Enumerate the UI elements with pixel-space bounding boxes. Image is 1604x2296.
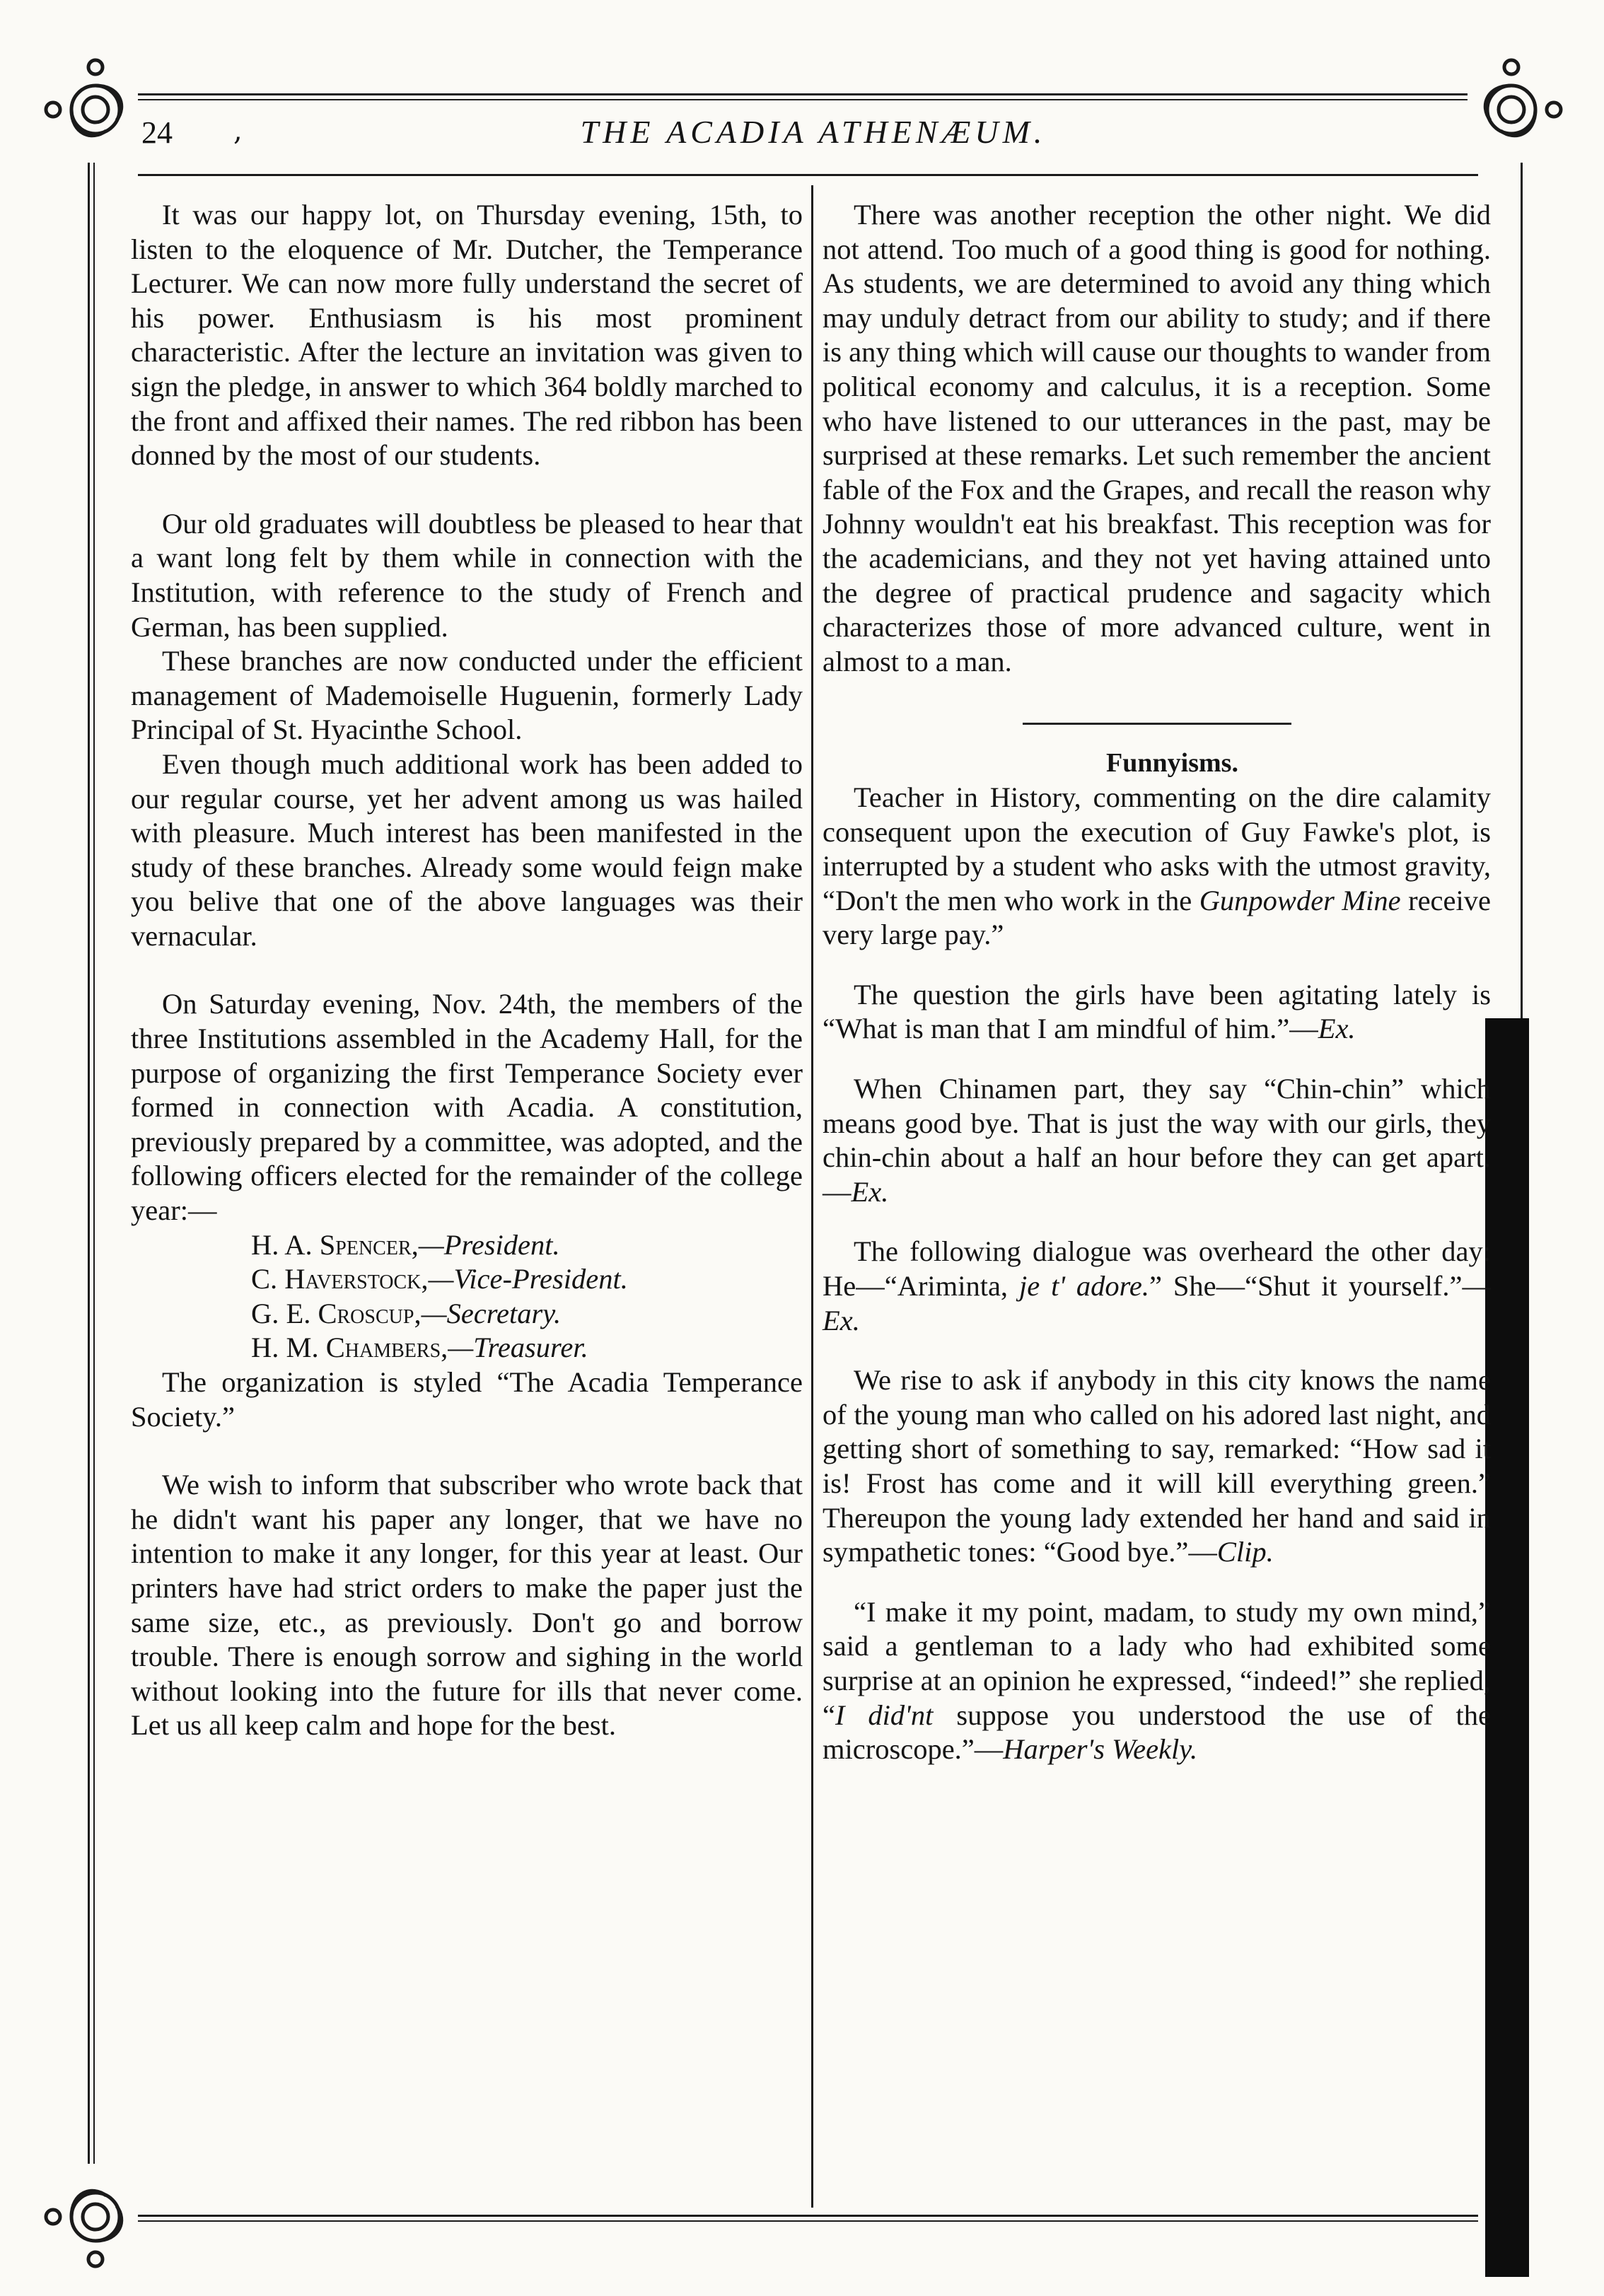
joke-text: We rise to ask if anybody in this city knows the name of the young man who called on his adored last night, and getting short of something to say, remarked: “How sad it is! Frost has come and it will kill everything green.” Thereupon the young lady extended her hand and said in sympathetic tones: “Good bye.”— [823,1364,1491,1568]
officer-role: —President. [418,1228,560,1261]
joke-mindful [823,978,1491,1047]
section-divider [1023,723,1291,725]
top-left-ornament-icon [42,57,149,163]
officer-president [251,1228,803,1263]
right-column [823,198,1491,1767]
paragraph-reception: There was another reception the other night. We did not attend. Too much of a good thing is good for nothing. As students, we are determined to avoid any thing which may unduly detract from our ability to study; and if there is any thing which will cause our thoughts to wander from political economy and calculus, it is a reception. Some who have listened to our utterances in the past, may be surprised at these remarks. Let such remember the ancient fable of the Fox and the Grapes, and recall the reason why Johnny wouldn't eat his breakfast. This reception was for the academicians, and they not yet having attained unto the degree of practical prudence and sagacity which characterizes those of more advanced culture, went in almost to a man. [823,199,1491,677]
officer-role: —Vice-President. [428,1263,628,1295]
joke-text: “I make it my point, madam, to study my own mind,” said a gentleman to a lady who had exhibited some surprise at an opinion he expressed, “indeed!” she replied, “ [823,1595,1491,1731]
header-rule [138,174,1478,176]
officer-name: H. A. Spencer, [251,1228,419,1261]
section-heading: Funnyisms. [1106,748,1238,779]
joke-chin-chin [823,1072,1491,1209]
officer-name: G. E. Croscup, [251,1297,422,1329]
joke-source: Ex. [851,1175,889,1208]
officer-role: —Secretary. [421,1297,562,1329]
paragraph-subscriber: We wish to inform that subscriber who wrote back that he didn't want his paper any longer, that we have no intention to make it any longer, for this year at least. Our printers have had strict orders to make the paper just the same size, etc., as previously. Don't go and borrow trouble. There is enough sorrow and sighing in the world without looking into the future for ills that never come. Let us all keep calm and hope for the best. [131,1469,803,1742]
joke-dialogue [823,1235,1491,1338]
joke-text-mid: ” She—“Shut it yourself.”— [1149,1270,1492,1303]
paragraph-mademoiselle: These branches are now conducted under the efficient management of Mademoiselle Huguenin, formerly Lady Principal of St. Hyacinthe School. [131,645,803,746]
top-rule-inner [138,99,1468,100]
bottom-rule [138,2215,1478,2217]
officers-list [131,1228,803,1365]
page-number: 24 [141,115,173,150]
officer-treasurer [251,1331,803,1365]
joke-text: The following dialogue was overheard the other day: He—“Ariminta, [823,1235,1491,1303]
left-border-rule [88,163,90,2164]
joke-gunpowder [823,781,1491,952]
joke-emphasis: I did'nt [835,1698,934,1731]
officer-name: C. Haverstock, [251,1263,429,1295]
joke-text-end: suppose you understood the use of the microscope.”— [823,1698,1492,1766]
page-mark: , [233,115,243,147]
bottom-rule-inner [138,2220,1478,2222]
left-column [131,198,803,1743]
paragraph-organization-name: The organization is styled “The Acadia Temperance Society.” [131,1366,803,1433]
running-head [134,106,1492,170]
paragraph-temperance-society: On Saturday evening, Nov. 24th, the members of the three Institutions assembled in the Academy Hall, for the purpose of organizing the first Temperance Society ever formed in connection with Acadia. A constitution, previously prepared by a committee, was adopted, and the following officers elected for the remainder of the college year:— [131,988,803,1227]
joke-source: Ex. [823,1304,860,1336]
officer-secretary [251,1297,803,1331]
paragraph-french-german: Our old graduates will doubtless be pleased to hear that a want long felt by them while in connection with the Institution, with reference to the study of French and German, has been supplied. [131,507,803,643]
joke-text: Teacher in History, commenting on the dire calamity consequent upon the execution of Guy Fawke's plot, is interrupted by a student who asks with the utmost gravity, “Don't the men who work in the [823,781,1491,916]
joke-source: Clip. [1216,1536,1274,1568]
joke-frost [823,1363,1491,1570]
left-border-rule-inner [93,163,95,2164]
joke-emphasis: Gunpowder Mine [1199,884,1401,916]
joke-microscope [823,1595,1491,1767]
scan-edge-shadow [1485,1018,1529,2277]
officer-vice-president [251,1262,803,1297]
officer-role: —Treasurer. [448,1331,588,1364]
paragraph-temperance-lecture: It was our happy lot, on Thursday evening, 15th, to listen to the eloquence of Mr. Dutcher, the Temperance Lecturer. We can now more fully understand the secret of his power. Enthusiasm is his most prominent characteristic. After the lecture an invitation was given to sign the pledge, in answer to which 364 boldly marched to the front and affixed their names. The red ribbon has been donned by the most of our students. [131,199,803,472]
joke-emphasis: je t' adore. [1018,1270,1150,1303]
officer-name: H. M. Chambers, [251,1331,448,1364]
bottom-left-ornament-icon [42,2164,149,2270]
joke-text-end: receive very large pay.” [823,884,1491,951]
joke-text: The question the girls have been agitating lately is “What is man that I am mindful of him.”— [823,978,1491,1045]
paragraph-additional-work: Even though much additional work has been added to our regular course, yet her advent among us was hailed with pleasure. Much interest has been manifested in the study of these branches. Already some would feign make you belive that one of the above languages was their vernacular. [131,747,803,952]
joke-source: Harper's Weekly. [1003,1733,1198,1766]
joke-source: Ex. [1318,1013,1356,1045]
column-divider [811,185,813,2208]
top-rule [138,93,1468,95]
journal-title: THE ACADIA ATHENÆUM. [580,114,1047,150]
joke-text: When Chinamen part, they say “Chin-chin” which means good bye. That is just the way with our girls, they chin-chin about a half an hour before they can get apart.— [823,1073,1491,1208]
